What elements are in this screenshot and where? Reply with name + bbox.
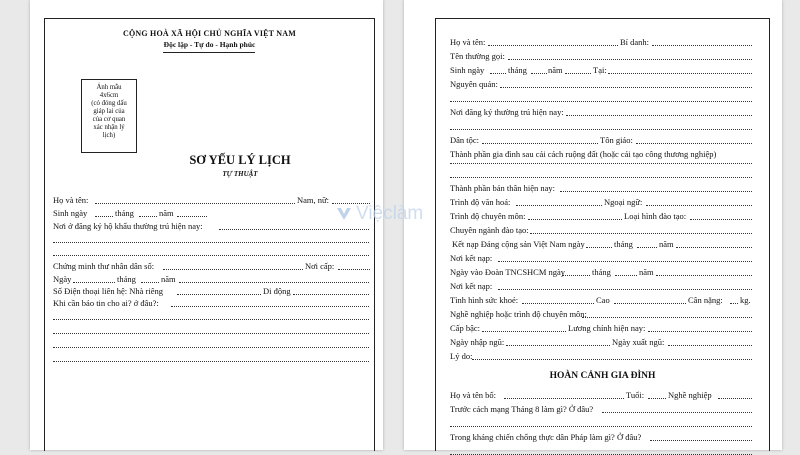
label-birth-place: Tại: bbox=[593, 65, 607, 75]
label-major: Chuyên ngành đào tạo: bbox=[450, 225, 529, 235]
label-full-name: Họ và tên: bbox=[450, 37, 486, 47]
photo-text: 4x6cm bbox=[99, 92, 119, 99]
field-ethnicity[interactable] bbox=[482, 143, 598, 144]
label-health: Tình hình sức khoẻ: bbox=[450, 295, 519, 305]
label-registered-address: Nơi ở đăng ký hộ khẩu thường trú hiện nay: bbox=[53, 221, 203, 231]
label-salary: Lương chính hiện nay: bbox=[568, 323, 646, 333]
label-issue-day: Ngày bbox=[53, 274, 72, 284]
photo-text: lịch) bbox=[102, 132, 116, 139]
field-birth-place[interactable] bbox=[608, 73, 752, 74]
field-emergency-contact[interactable] bbox=[171, 306, 369, 307]
field-before-revolution-line[interactable] bbox=[450, 426, 752, 427]
photo-placeholder bbox=[81, 79, 137, 153]
field-id-number[interactable] bbox=[163, 269, 303, 270]
label-birth-month: tháng bbox=[115, 208, 134, 218]
field-address-line[interactable] bbox=[450, 129, 752, 130]
form-title: SƠ YẾU LÝ LỊCH bbox=[189, 153, 291, 167]
field-mobile[interactable] bbox=[293, 294, 369, 295]
label-education: Trình độ văn hoá: bbox=[450, 197, 511, 207]
field-training-type[interactable] bbox=[690, 219, 752, 220]
document-page-right bbox=[404, 0, 782, 450]
field-education[interactable] bbox=[516, 205, 602, 206]
form-subtitle: TỰ THUẬT bbox=[222, 170, 258, 178]
label-admission-place: Nơi kết nạp: bbox=[450, 253, 493, 263]
page-border-left bbox=[44, 18, 375, 451]
header-divider bbox=[163, 52, 255, 53]
field-birth-month[interactable] bbox=[531, 73, 547, 74]
label-family-class: Thành phần gia đình sau cải cách ruộng đất (hoặc cải tạo công thương nghiệp) bbox=[450, 149, 717, 159]
label-rank: Cấp bậc: bbox=[450, 323, 480, 333]
field-address-line[interactable] bbox=[53, 255, 369, 256]
field-full-name[interactable] bbox=[488, 45, 618, 46]
label-father-occupation: Nghề nghiệp bbox=[668, 390, 712, 400]
label-reason: Lý do: bbox=[450, 351, 473, 361]
national-header: CỘNG HOÀ XÃ HỘI CHỦ NGHĨA VIỆT NAM bbox=[123, 29, 296, 38]
field-father-occupation[interactable] bbox=[718, 398, 752, 399]
label-before-revolution: Trước cách mạng Tháng 8 làm gì? Ở đâu? bbox=[450, 404, 594, 414]
field-discharge-date[interactable] bbox=[668, 345, 752, 346]
label-permanent-address: Nơi đăng ký thường trú hiện nay: bbox=[450, 107, 564, 117]
watermark-text: Việclàm bbox=[356, 203, 424, 224]
label-common-name: Tên thường gọi: bbox=[450, 51, 505, 61]
label-kg: kg. bbox=[740, 295, 751, 305]
label-union-month: tháng bbox=[592, 267, 611, 277]
label-full-name: Họ và tên: bbox=[53, 195, 89, 205]
national-motto: Độc lập - Tự do - Hạnh phúc bbox=[163, 40, 256, 49]
label-party-year: năm bbox=[659, 239, 674, 249]
field-before-revolution[interactable] bbox=[602, 412, 752, 413]
label-mobile: Di động bbox=[263, 286, 291, 296]
field-hometown-line[interactable] bbox=[450, 101, 752, 102]
field-religion[interactable] bbox=[636, 143, 752, 144]
label-party-month: tháng bbox=[614, 239, 633, 249]
field-weight[interactable] bbox=[730, 303, 738, 304]
watermark bbox=[336, 200, 456, 228]
field-height[interactable] bbox=[614, 303, 686, 304]
field-address-line[interactable] bbox=[53, 242, 369, 243]
label-issue-year: năm bbox=[161, 274, 176, 284]
label-foreign-language: Ngoại ngữ: bbox=[604, 197, 643, 207]
field-full-name[interactable] bbox=[95, 203, 295, 204]
label-hometown: Nguyên quán: bbox=[450, 79, 498, 89]
label-birth-year: năm bbox=[548, 65, 563, 75]
field-reason[interactable] bbox=[472, 359, 752, 360]
label-party-admission: Kết nạp Đảng cộng sản Việt Nam ngày bbox=[452, 239, 585, 249]
label-youth-union: Ngày vào Đoàn TNCSHCM ngày bbox=[450, 267, 566, 277]
field-union-year[interactable] bbox=[656, 275, 752, 276]
field-personal-class[interactable] bbox=[560, 191, 752, 192]
label-birth-month: tháng bbox=[508, 65, 527, 75]
label-religion: Tôn giáo: bbox=[600, 135, 633, 145]
photo-text: xác nhận lý bbox=[93, 124, 125, 131]
field-permanent-address[interactable] bbox=[566, 115, 752, 116]
photo-text: (có đóng dấu bbox=[91, 100, 127, 107]
label-gender: Nam, nữ: bbox=[297, 195, 329, 205]
field-issued-place[interactable] bbox=[338, 269, 370, 270]
field-issue-year[interactable] bbox=[179, 282, 369, 283]
label-union-place: Nơi kết nạp: bbox=[450, 281, 493, 291]
field-union-day[interactable] bbox=[562, 275, 590, 276]
label-ethnicity: Dân tộc: bbox=[450, 135, 480, 145]
label-emergency-contact: Khi cần báo tin cho ai? ở đâu?: bbox=[53, 298, 159, 308]
field-union-place[interactable] bbox=[498, 289, 752, 290]
field-contact-line[interactable] bbox=[53, 319, 369, 320]
field-father-name[interactable] bbox=[504, 398, 624, 399]
label-weight: Cân nặng: bbox=[688, 295, 723, 305]
field-union-month[interactable] bbox=[615, 275, 637, 276]
field-contact-line[interactable] bbox=[53, 347, 369, 348]
label-father-age: Tuổi: bbox=[626, 390, 645, 400]
label-training-type: Loại hình đào tạo: bbox=[624, 211, 687, 221]
field-major[interactable] bbox=[530, 233, 752, 234]
label-qualification: Trình độ chuyên môn: bbox=[450, 211, 526, 221]
field-party-year[interactable] bbox=[676, 247, 752, 248]
field-home-phone[interactable] bbox=[177, 294, 261, 295]
field-issue-month[interactable] bbox=[141, 282, 159, 283]
label-occupation: Nghề nghiệp hoặc trình độ chuyên môn: bbox=[450, 309, 587, 319]
field-occupation[interactable] bbox=[582, 317, 752, 318]
label-resistance: Trong kháng chiến chống thực dân Pháp làm gì? Ở đâu? bbox=[450, 432, 642, 442]
field-salary[interactable] bbox=[648, 331, 752, 332]
field-issue-day[interactable] bbox=[73, 282, 115, 283]
field-family-class-line[interactable] bbox=[450, 177, 752, 178]
field-birth-day[interactable] bbox=[490, 73, 506, 74]
field-birth-year[interactable] bbox=[565, 73, 591, 74]
label-alias: Bí danh: bbox=[620, 37, 650, 47]
photo-text: giáp lai của bbox=[93, 108, 125, 115]
field-health[interactable] bbox=[522, 303, 594, 304]
label-birth-year: năm bbox=[159, 208, 174, 218]
field-hometown[interactable] bbox=[500, 87, 752, 88]
field-birth-month[interactable] bbox=[139, 216, 157, 217]
field-birth-day[interactable] bbox=[95, 216, 113, 217]
field-party-month[interactable] bbox=[637, 247, 657, 248]
field-foreign-language[interactable] bbox=[646, 205, 752, 206]
document-page-left bbox=[30, 0, 383, 450]
photo-text: của cơ quan bbox=[92, 116, 126, 123]
field-resistance[interactable] bbox=[650, 440, 752, 441]
label-issue-month: tháng bbox=[117, 274, 136, 284]
field-common-name[interactable] bbox=[508, 59, 752, 60]
label-enlist-date: Ngày nhập ngũ: bbox=[450, 337, 505, 347]
label-height: Cao bbox=[596, 295, 610, 305]
field-father-age[interactable] bbox=[648, 398, 666, 399]
label-id-number: Chứng minh thư nhân dân số: bbox=[53, 261, 155, 271]
page-border-right bbox=[435, 18, 770, 451]
field-party-day[interactable] bbox=[586, 247, 612, 248]
label-birth-day: Sinh ngày bbox=[53, 208, 88, 218]
section-family-title: HOÀN CẢNH GIA ĐÌNH bbox=[549, 371, 656, 381]
label-union-year: năm bbox=[639, 267, 654, 277]
label-issued-place: Nơi cấp: bbox=[305, 261, 335, 271]
field-qualification[interactable] bbox=[528, 219, 622, 220]
field-contact-line[interactable] bbox=[53, 333, 369, 334]
label-personal-class: Thành phần bản thân hiện nay: bbox=[450, 183, 556, 193]
field-rank[interactable] bbox=[482, 331, 566, 332]
label-home-phone: Số Điện thoại liên hệ: Nhà riêng bbox=[53, 286, 164, 296]
field-family-class[interactable] bbox=[450, 163, 752, 164]
field-birth-year[interactable] bbox=[177, 216, 207, 217]
watermark-logo-icon bbox=[336, 206, 352, 222]
field-contact-line[interactable] bbox=[53, 361, 369, 362]
photo-text: Ảnh mẫu bbox=[96, 84, 122, 91]
label-discharge-date: Ngày xuất ngũ: bbox=[612, 337, 665, 347]
label-father-name: Họ và tên bố: bbox=[450, 390, 497, 400]
field-registered-address[interactable] bbox=[219, 229, 369, 230]
field-alias[interactable] bbox=[652, 45, 752, 46]
label-birth-day: Sinh ngày bbox=[450, 65, 485, 75]
field-enlist-date[interactable] bbox=[506, 345, 610, 346]
field-admission-place[interactable] bbox=[498, 261, 752, 262]
